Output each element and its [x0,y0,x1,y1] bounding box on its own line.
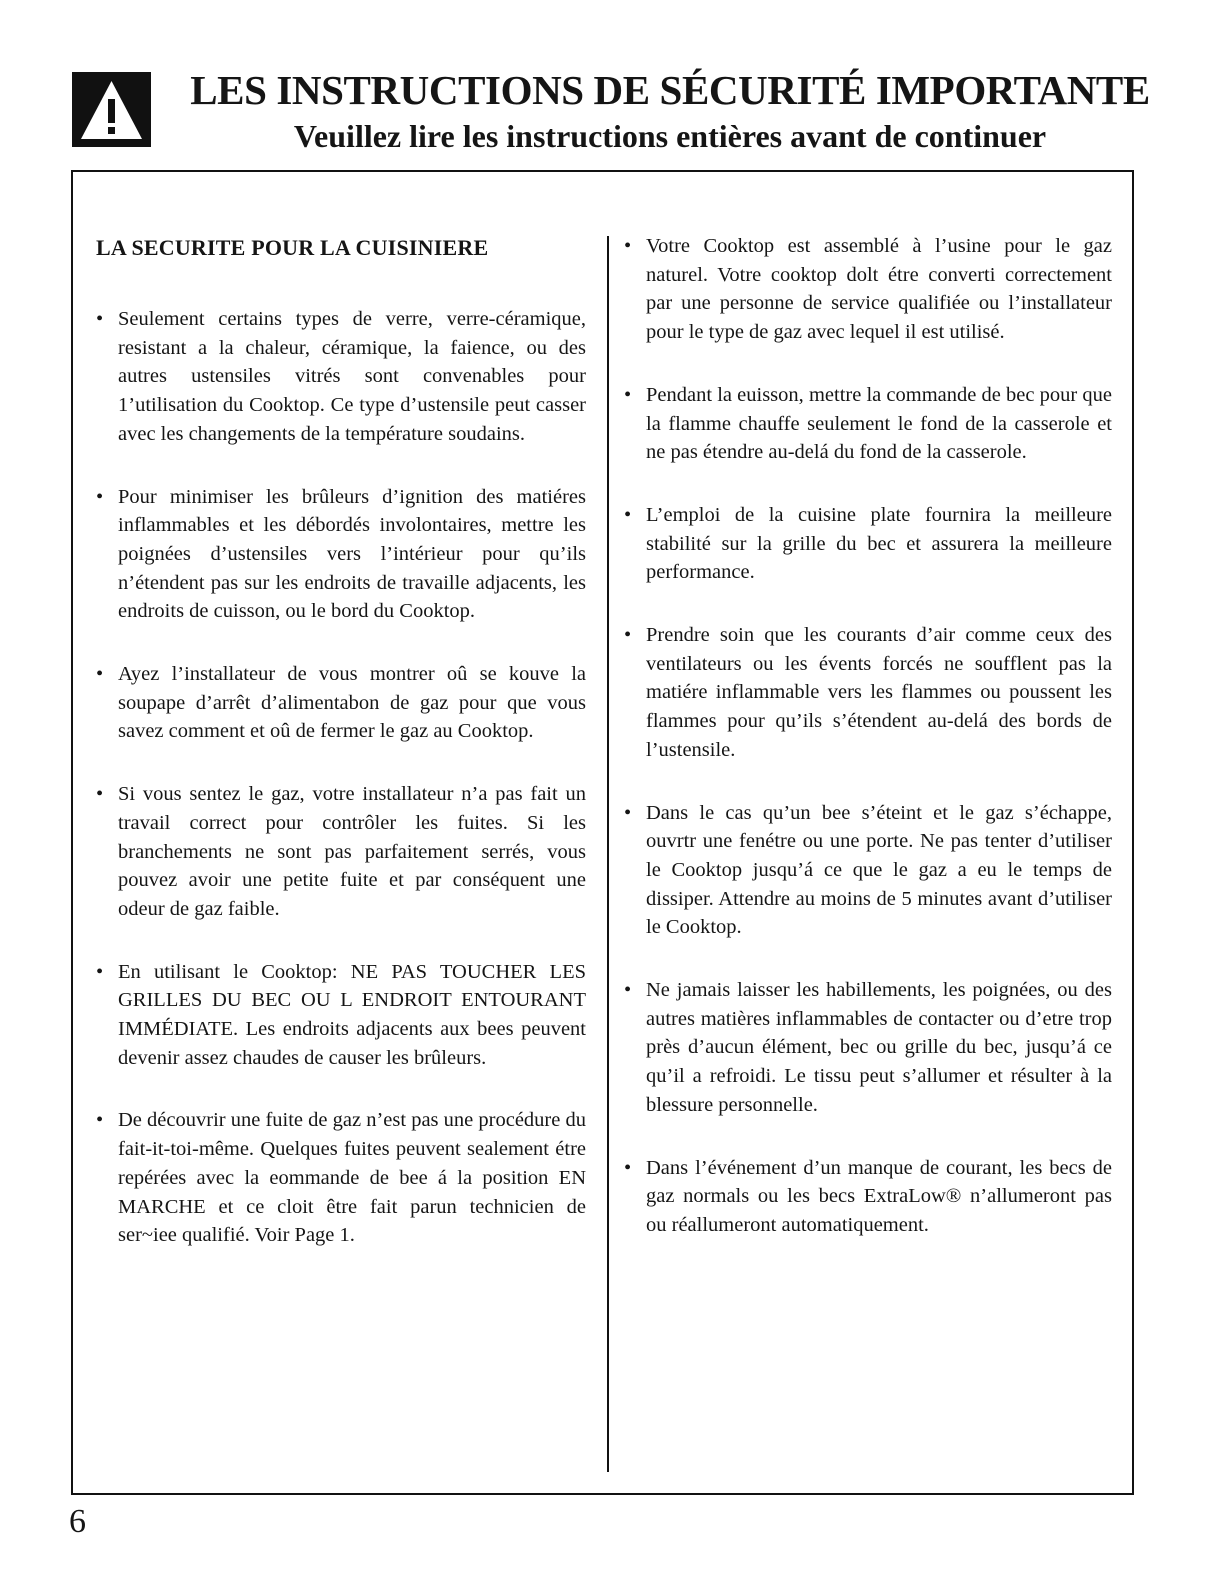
page-subtitle: Veuillez lire les instructions entières avant de continuer [293,118,1047,154]
list-item: • Prendre soin que les courants d’air comme ceux des ventilateurs ou les évents forcés ne soufflent pas la matiére inflammable vers les flammes ou poussent les flammes pour qu’ils s’étendent au-delá des bords de l’ustensile. [624,621,1112,765]
left-column [96,232,586,1250]
list-item: • Si vous sentez le gaz, votre installateur n’a pas fait un travail correct pour contrôler les fuites. Si les branchements ne sont pas parfaitement serrés, vous pouvez avoir une petite fuite et par conséquent une odeur de gaz faible. [96,780,586,924]
warning-box [72,72,151,147]
page-number: 6 [69,1503,86,1540]
list-item: • En utilisant le Cooktop: NE PAS TOUCHER LES GRILLES DU BEC OU L ENDROIT ENTOURANT IMMÉDIATE. Les endroits adjacents aux bees peuvent devenir assez chaudes de causer les brûleurs. [96,958,586,1073]
list-item: • Pendant la euisson, mettre la commande de bec pour que la flamme chauffe seulement le fond de la casserole et ne pas étendre au-delá du fond de la casserole. [624,381,1112,467]
list-item: • Dans le cas qu’un bee s’éteint et le gaz s’échappe, ouvrtr une fenétre ou une porte. Ne pas tenter d’utiliser le Cooktop jusqu’á ce que le gaz a eu le temps de dissiper. Attendre au moins de 5 minutes avant d’utiliser le Cooktop. [624,799,1112,943]
section-heading: LA SECURITE POUR LA CUISINIERE [96,235,489,260]
list-item: • L’emploi de la cuisine plate fournira la meilleure stabilité sur la grille du bec et assurera la meilleure performance. [624,501,1112,587]
list-item: • De découvrir une fuite de gaz n’est pas une procédure du fait-it-toi-même. Quelques fuites peuvent sealement étre repérées avec la eommande de bee á la position EN MARCHE et ce cloit être fait parun technicien de ser~iee qualifié. Voir Page 1. [96,1106,586,1250]
right-column [624,232,1112,1240]
list-item: • Votre Cooktop est assemblé à l’usine pour le gaz naturel. Votre cooktop dolt étre converti correctement par une personne de service qualifiée ou l’installateur pour le type de gaz avec lequel il est utilisé. [624,232,1112,347]
page-title: LES INSTRUCTIONS DE SÉCURITÉ IMPORTANTE [190,67,1150,113]
list-item: • Ayez l’installateur de vous montrer oû se kouve la soupape d’arrêt d’alimentabon de gaz pour que vous savez comment et oû de fermer le gaz au Cooktop. [96,660,586,746]
list-item: • Pour minimiser les brûleurs d’ignition des matiéres inflammables et les débordés involontaires, mettre les poignées d’ustensiles vers l’intérieur pour qu’ils n’étendent pas sur les endroits de travaille adjacents, les endroits de cuisson, ou le bord du Cooktop. [96,483,586,627]
warning-triangle-icon [72,72,151,147]
list-item: • Ne jamais laisser les habillements, les poignées, ou des autres matières inflammables de contacter ou d’etre trop près d’aucun élément, bec ou grille du bec, jusqu’á ce qu’il a refroidi. Le tissu peut s’allumer et résulter à la blessure personnelle. [624,976,1112,1120]
right-bullet-list [624,232,1112,1240]
list-item: • Seulement certains types de verre, verre-céramique, resistant a la chaleur, céramique, la faience, ou des autres ustensiles vitrés sont convenables pour 1’utilisation du Cooktop. Ce type d’ustensile peut casser avec les changements de la température soudains. [96,305,586,449]
list-item: • Dans l’événement d’un manque de courant, les becs de gaz normals ou les becs ExtraLow® n’allumeront pas ou réallumeront automatiquement. [624,1154,1112,1240]
column-divider [607,236,609,1472]
left-bullet-list [96,305,586,1250]
